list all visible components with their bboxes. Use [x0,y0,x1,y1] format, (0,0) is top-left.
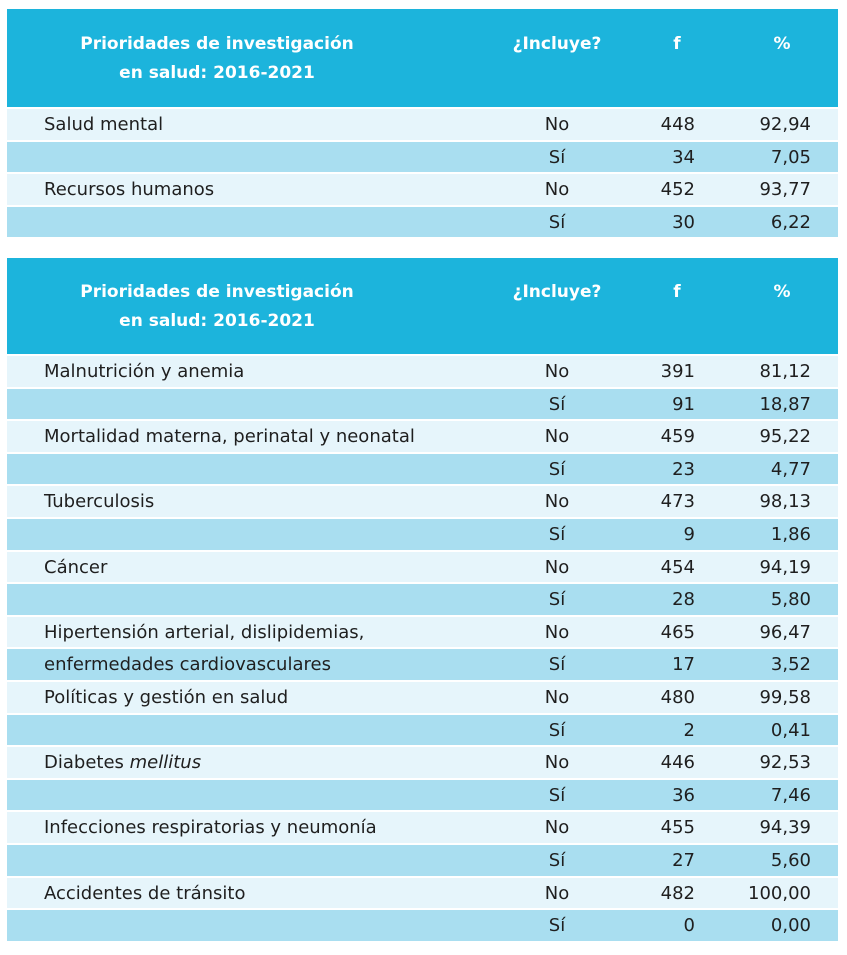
row-percent: 6,22 [770,211,811,233]
row-frequency: 30 [672,211,695,233]
row-includes: No [544,621,570,643]
row-includes: No [544,361,570,382]
row-label: Salud mental [44,114,164,135]
header-percent: % [773,282,791,302]
row-includes: No [544,556,570,578]
table-row [7,107,838,140]
row-frequency: 391 [660,361,695,382]
table-row [7,615,838,648]
table-header [7,9,838,107]
row-percent: 7,05 [770,146,811,168]
row-label: Diabetes mellitus [44,752,202,774]
table-row [7,387,838,420]
row-label: Malnutrición y anemia [44,361,245,382]
table-row [7,647,838,680]
header-title-line2: en salud: 2016-2021 [119,63,315,83]
row-percent: 5,60 [770,849,811,871]
row-percent: 5,80 [770,589,811,611]
row-frequency: 482 [660,882,695,904]
row-frequency: 36 [672,784,695,806]
row-frequency: 465 [660,621,695,643]
table-row [7,745,838,778]
priorities-table-2 [7,258,838,941]
table-body [7,354,838,941]
row-percent: 3,52 [770,654,811,676]
table-row [7,843,838,876]
row-includes: Sí [548,915,566,937]
row-percent: 0,00 [770,915,811,937]
header-frequency: f [673,34,681,54]
header-percent: % [773,34,791,54]
table-row [7,419,838,452]
table-body [7,107,838,237]
row-percent: 98,13 [759,491,811,513]
header-title [67,278,367,336]
row-includes: No [544,426,570,448]
header-includes: ¿Incluye? [512,282,602,302]
row-includes: No [544,114,570,135]
row-includes: No [544,752,570,774]
table-row [7,517,838,550]
row-frequency: 23 [672,458,695,480]
table-row [7,582,838,615]
row-frequency: 91 [672,393,695,415]
row-frequency: 17 [672,654,695,676]
row-percent: 94,19 [759,556,811,578]
row-percent: 100,00 [748,882,811,904]
header-frequency: f [673,282,681,302]
row-includes: Sí [548,589,566,611]
row-label: Mortalidad materna, perinatal y neonatal [44,426,415,448]
row-percent: 18,87 [759,393,811,415]
row-includes: No [544,882,570,904]
row-frequency: 459 [660,426,695,448]
row-frequency: 28 [672,589,695,611]
row-label: Cáncer [44,556,108,578]
row-frequency: 473 [660,491,695,513]
row-includes: No [544,817,570,839]
row-includes: Sí [548,211,566,233]
row-includes: Sí [548,393,566,415]
row-percent: 4,77 [770,458,811,480]
table-header [7,258,838,354]
row-percent: 92,94 [759,114,811,135]
row-includes: Sí [548,784,566,806]
header-title-line1: Prioridades de investigación [80,34,354,54]
row-percent: 94,39 [759,817,811,839]
row-frequency: 27 [672,849,695,871]
row-label: Políticas y gestión en salud [44,686,289,708]
row-frequency: 452 [660,179,695,201]
table-row [7,354,838,387]
row-percent: 0,41 [770,719,811,741]
header-title-line1: Prioridades de investigación [80,282,354,302]
row-percent: 81,12 [759,361,811,382]
row-includes: No [544,686,570,708]
row-label: Hipertensión arterial, dislipidemias, [44,621,365,643]
row-label: enfermedades cardiovasculares [44,654,331,676]
table-row [7,810,838,843]
table-row [7,452,838,485]
row-percent: 7,46 [770,784,811,806]
table-row [7,550,838,583]
header-includes: ¿Incluye? [512,34,602,54]
table-row [7,172,838,205]
table-row [7,680,838,713]
row-percent: 99,58 [759,686,811,708]
row-includes: Sí [548,719,566,741]
row-frequency: 34 [672,146,695,168]
row-includes: No [544,179,570,201]
row-frequency: 480 [660,686,695,708]
row-frequency: 0 [683,915,695,937]
row-frequency: 2 [683,719,695,741]
row-includes: Sí [548,523,566,545]
priorities-table-1 [7,9,838,237]
table-row [7,140,838,173]
row-label: Accidentes de tránsito [44,882,246,904]
row-frequency: 454 [660,556,695,578]
table-row [7,778,838,811]
row-includes: Sí [548,458,566,480]
table-row [7,205,838,238]
header-title [67,30,367,88]
row-percent: 92,53 [759,752,811,774]
row-label: Infecciones respiratorias y neumonía [44,817,377,839]
row-frequency: 9 [683,523,695,545]
row-includes: Sí [548,146,566,168]
row-percent: 96,47 [759,621,811,643]
table-row [7,484,838,517]
table-row [7,876,838,909]
row-includes: Sí [548,654,566,676]
row-percent: 1,86 [770,523,811,545]
row-label: Recursos humanos [44,179,215,201]
row-label: Tuberculosis [44,491,155,513]
row-includes: Sí [548,849,566,871]
row-frequency: 446 [660,752,695,774]
header-title-line2: en salud: 2016-2021 [119,311,315,331]
row-percent: 93,77 [759,179,811,201]
row-label-italic: mellitus [129,752,202,774]
row-frequency: 448 [660,114,695,135]
row-includes: No [544,491,570,513]
table-row [7,713,838,746]
row-percent: 95,22 [759,426,811,448]
row-frequency: 455 [660,817,695,839]
table-row [7,908,838,941]
